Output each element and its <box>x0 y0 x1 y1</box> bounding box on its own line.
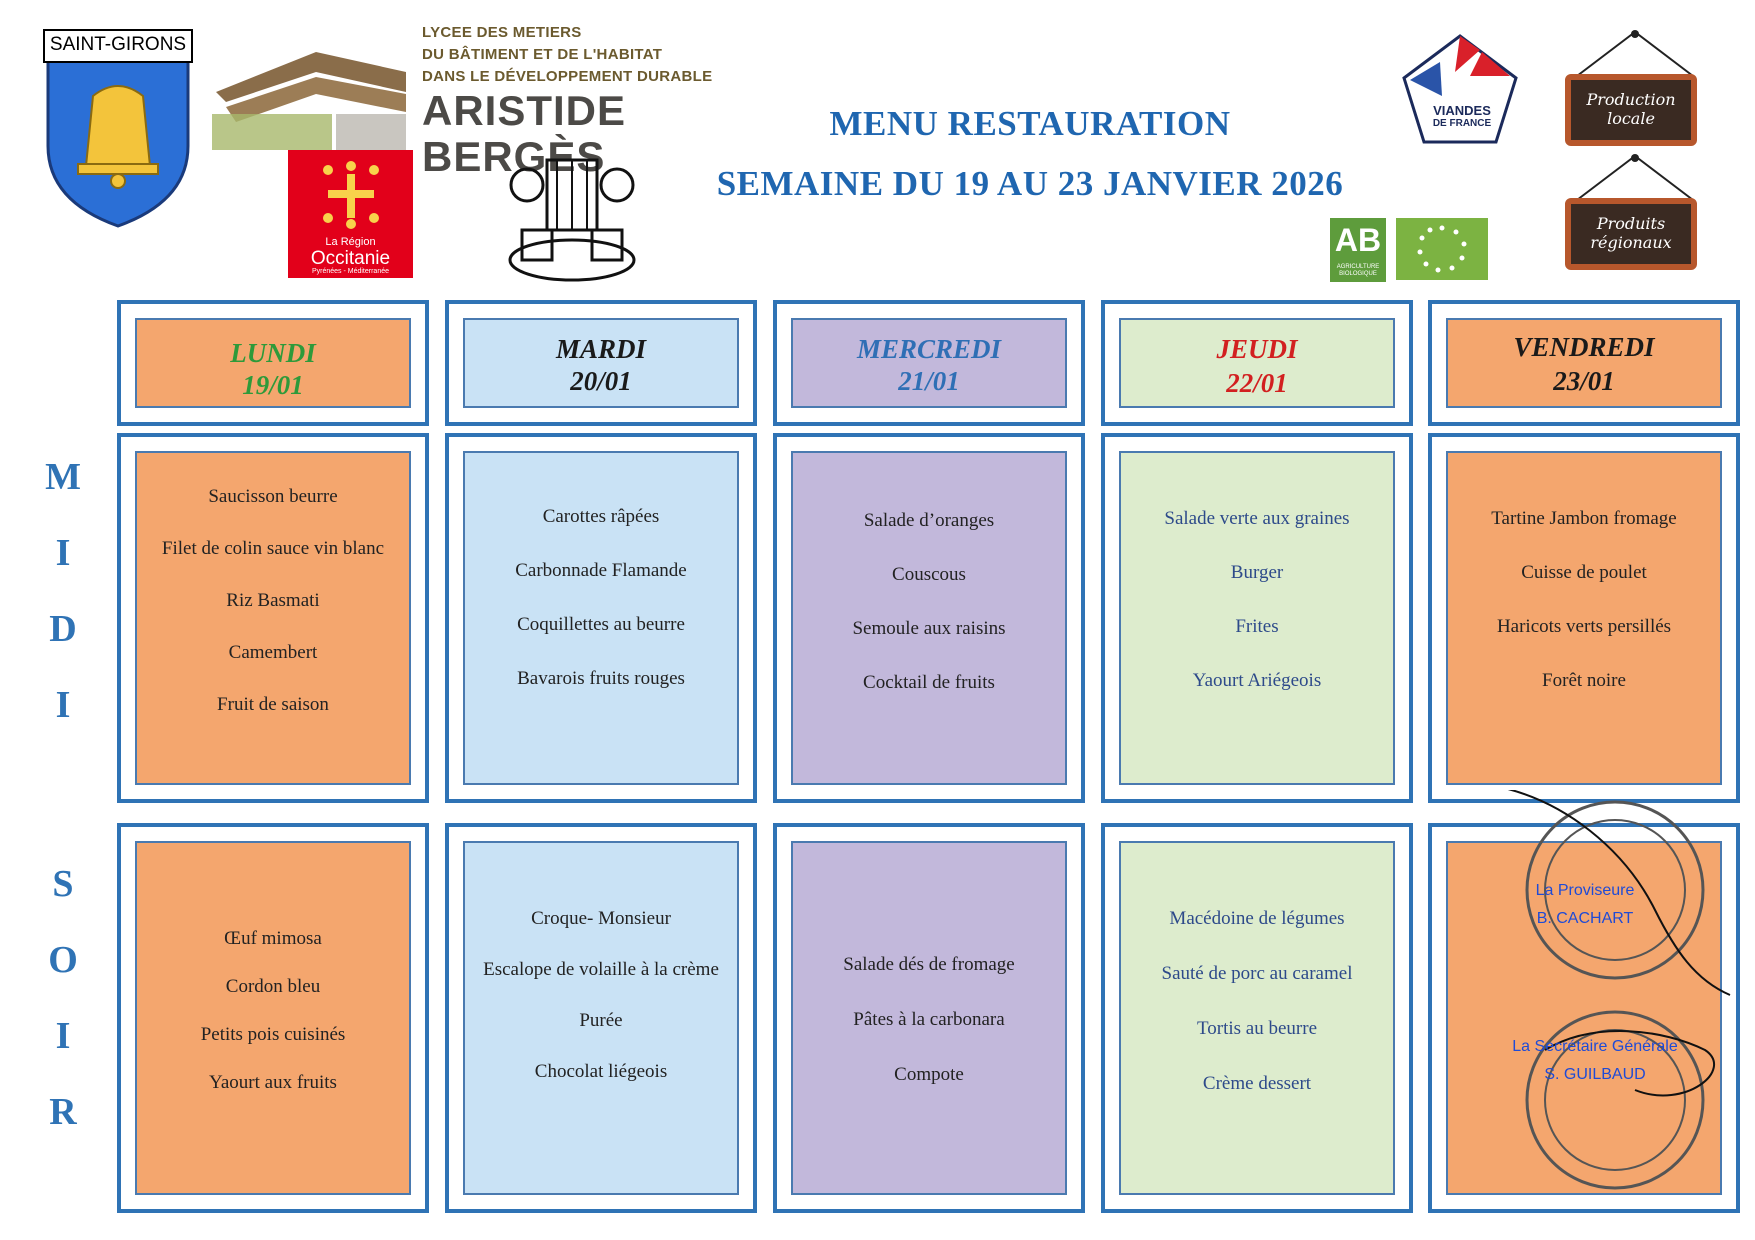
menu-item: Pâtes à la carbonara <box>853 1009 1005 1030</box>
school-name: ARISTIDE BERGÈS <box>422 87 627 180</box>
occitanie-region-logo <box>288 150 413 278</box>
school-logo <box>206 22 726 180</box>
secretaire-name: S. GUILBAUD <box>1544 1066 1646 1083</box>
day-header-lundi <box>117 300 429 426</box>
board2-line-2: régionaux <box>1590 233 1672 252</box>
menu-item: Saucisson beurre <box>208 486 338 507</box>
produits-regionaux-board <box>1565 198 1697 270</box>
menu-midi-lundi <box>117 433 429 803</box>
menu-item: Carbonnade Flamande <box>515 560 687 581</box>
menu-item: Crème dessert <box>1202 1073 1312 1094</box>
day-name: LUNDI <box>230 338 316 368</box>
soir-letter: R <box>49 1091 77 1133</box>
day-date: 20/01 <box>570 366 632 396</box>
menu-soir-lundi <box>117 823 429 1213</box>
day-name: MARDI <box>555 334 647 364</box>
menu-item: Burger <box>1230 562 1284 583</box>
menu-item: Salade dés de fromage <box>843 954 1015 975</box>
menu-item: Escalope de volaille à la crème <box>483 959 719 980</box>
day-date: 19/01 <box>242 370 304 400</box>
day-date: 22/01 <box>1226 368 1288 398</box>
viandes-de-france-logo <box>1400 32 1520 144</box>
school-line-3: DANS LE DÉVELOPPEMENT DURABLE <box>422 68 713 85</box>
viandes-line-1: VIANDES <box>1433 103 1491 118</box>
menu-soir-jeudi <box>1101 823 1413 1213</box>
day-name: JEUDI <box>1216 334 1298 364</box>
menu-item: Couscous <box>892 564 966 585</box>
board-hanger-1 <box>1565 28 1705 78</box>
menu-item: Sauté de porc au caramel <box>1161 963 1353 984</box>
shield-label: SAINT-GIRONS <box>49 34 187 55</box>
saint-girons-coat-of-arms <box>38 26 198 232</box>
menu-item: Yaourt Ariégeois <box>1192 670 1322 691</box>
production-locale-board <box>1565 74 1697 146</box>
menu-item: Filet de colin sauce vin blanc <box>161 538 385 559</box>
board1-line-2: locale <box>1607 109 1655 128</box>
eu-organic-leaf-logo <box>1396 218 1488 280</box>
menu-item: Compote <box>894 1064 964 1085</box>
school-line-2: DU BÂTIMENT ET DE L'HABITAT <box>422 46 663 63</box>
midi-letter: M <box>45 456 81 498</box>
menu-item: Petits pois cuisinés <box>200 1024 346 1045</box>
region-line: La Région <box>325 236 376 248</box>
menu-item: Haricots verts persillés <box>1496 616 1672 637</box>
day-name: MERCREDI <box>856 334 1002 364</box>
week-title: SEMAINE DU 19 AU 23 JANVIER 2026 <box>716 164 1344 203</box>
midi-letter: I <box>55 532 71 574</box>
menu-item: Fruit de saison <box>217 694 329 715</box>
menu-midi-vendredi <box>1428 433 1740 803</box>
day-header-jeudi <box>1101 300 1413 426</box>
soir-side-label <box>38 862 88 1166</box>
menu-item: Macédoine de légumes <box>1169 908 1345 929</box>
menu-midi-jeudi <box>1101 433 1413 803</box>
proviseure-name: B. CACHART <box>1536 910 1634 927</box>
menu-item: Croque- Monsieur <box>531 908 671 929</box>
day-header-mardi <box>445 300 757 426</box>
menu-midi-mercredi <box>773 433 1085 803</box>
soir-letter: I <box>55 1015 71 1057</box>
midi-letter: I <box>55 684 71 726</box>
day-header-vendredi <box>1428 300 1740 426</box>
board-hanger-2 <box>1565 152 1705 202</box>
region-name: Occitanie <box>310 248 391 269</box>
secretaire-title: La Secrétaire Générale <box>1512 1038 1678 1055</box>
day-name: VENDREDI <box>1513 332 1655 362</box>
midi-side-label <box>38 455 88 759</box>
ab-sub-2: BIOLOGIQUE <box>1339 271 1377 277</box>
official-stamps <box>1505 790 1735 1210</box>
menu-item: Riz Basmati <box>226 590 320 611</box>
viandes-line-2: DE FRANCE <box>1432 118 1492 129</box>
menu-item: Tortis au beurre <box>1196 1018 1317 1039</box>
menu-item: Salade d’oranges <box>863 510 995 531</box>
board2-line-1: Produits <box>1596 214 1666 233</box>
menu-soir-mercredi <box>773 823 1085 1213</box>
ab-sub-1: AGRICULTURE <box>1336 264 1380 270</box>
menu-item: Œuf mimosa <box>224 928 322 949</box>
menu-item: Camembert <box>228 642 318 663</box>
menu-item: Forêt noire <box>1542 670 1626 691</box>
midi-letter: D <box>49 608 77 650</box>
menu-item: Chocolat liégeois <box>534 1061 668 1082</box>
menu-item: Frites <box>1235 616 1279 637</box>
menu-item: Cocktail de fruits <box>863 672 995 693</box>
menu-item: Tartine Jambon fromage <box>1491 508 1677 529</box>
menu-title: MENU RESTAURATION <box>829 104 1231 143</box>
day-date: 21/01 <box>898 366 960 396</box>
menu-soir-mardi <box>445 823 757 1213</box>
soir-letter: O <box>48 939 78 981</box>
school-line-1: LYCEE DES METIERS <box>422 24 582 41</box>
menu-item: Coquillettes au beurre <box>517 614 685 635</box>
ab-organic-logo <box>1330 218 1386 282</box>
menu-item: Salade verte aux graines <box>1164 508 1350 529</box>
menu-item: Purée <box>579 1010 623 1031</box>
menu-item: Carottes râpées <box>542 506 660 527</box>
menu-item: Bavarois fruits rouges <box>517 668 685 689</box>
day-date: 23/01 <box>1553 366 1615 396</box>
day-header-mercredi <box>773 300 1085 426</box>
ab-letters: AB <box>1334 222 1382 258</box>
proviseure-title: La Proviseure <box>1535 882 1635 899</box>
school-figures-drawing <box>502 150 642 285</box>
menu-item: Semoule aux raisins <box>852 618 1006 639</box>
menu-midi-mardi <box>445 433 757 803</box>
menu-item: Cordon bleu <box>225 976 321 997</box>
menu-item: Cuisse de poulet <box>1521 562 1647 583</box>
region-sub: Pyrénées - Méditerranée <box>311 268 390 275</box>
soir-letter: S <box>52 863 74 905</box>
menu-item: Yaourt aux fruits <box>209 1072 337 1093</box>
board1-line-1: Production <box>1586 90 1676 109</box>
